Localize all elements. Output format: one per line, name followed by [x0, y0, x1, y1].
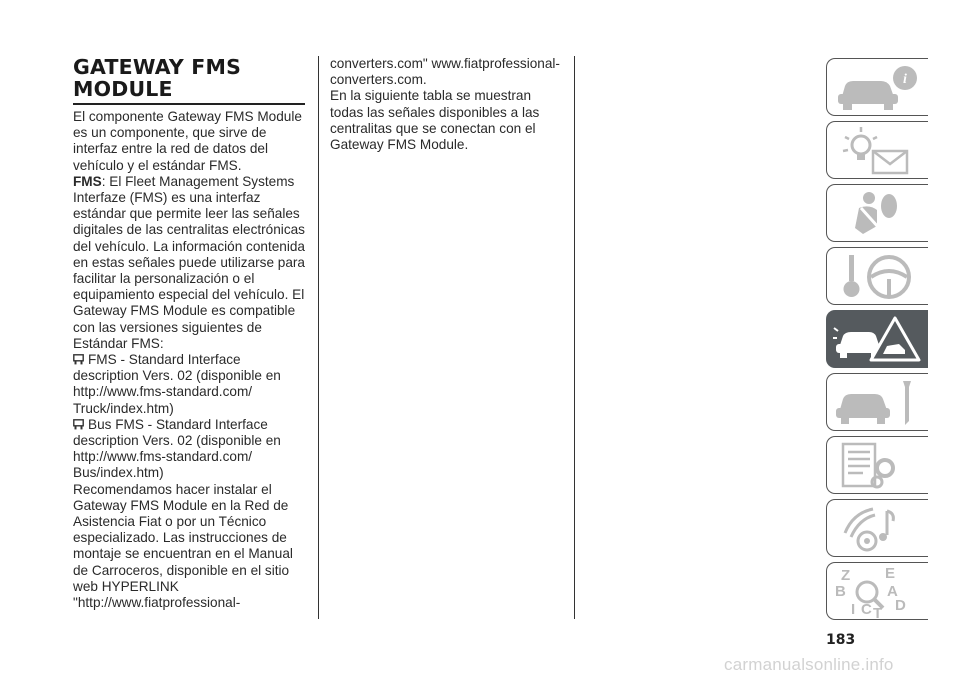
bullet-item [73, 352, 309, 417]
page-number: 183 [826, 632, 856, 648]
continued-paragraph: converters.com" www.fiatprofessional-converters.com. [330, 56, 560, 88]
index-letter: E [885, 566, 896, 582]
airbag-seatbelt-icon [833, 188, 923, 240]
car-info-icon [833, 62, 923, 114]
tab-airbag-seatbelt[interactable] [826, 184, 928, 242]
bullet-icon [73, 354, 84, 365]
bullet-icon [73, 419, 84, 430]
index-letter: D [895, 597, 906, 614]
index-letter: Z [841, 567, 851, 584]
svg-text:i: i [903, 72, 907, 87]
bullet-text: Bus FMS - Standard Interface description Vers. 02 (disponible en http://www.fms-standard.com/ Bus/index.htm) [73, 416, 281, 481]
index-letter: C [861, 601, 872, 618]
tab-maintenance[interactable] [826, 373, 928, 431]
right-column [330, 56, 566, 153]
warning-lights-message-icon [833, 125, 923, 177]
tab-car-info[interactable] [826, 58, 928, 116]
index-search-icon [833, 566, 923, 618]
index-letter: I [851, 601, 856, 618]
installation-paragraph: Recomendamos hacer instalar el Gateway FMS Module en la Red de Asistencia Fiat o por un Técnico especializado. Las instrucciones de montaje se encuentran en el Manual de Carroceros, disponible en el sitio web HYPERLINK "http://www.fiatprofessional- [73, 481, 293, 611]
tab-warning-lights[interactable] [826, 121, 928, 179]
index-letter: B [835, 583, 846, 600]
column-divider [574, 56, 575, 619]
bullet-item [73, 417, 309, 482]
column-divider [318, 56, 319, 619]
intro-paragraph: El componente Gateway FMS Module es un componente, que sirve de interfaz entre la red de datos del vehículo y el estándar FMS. [73, 109, 302, 173]
watermark: carmanualsonline.info [724, 655, 894, 674]
key-steering-wheel-icon [833, 251, 923, 303]
fms-definition [73, 174, 309, 352]
index-letter: T [873, 605, 883, 618]
title-underline [73, 103, 305, 105]
left-column [73, 56, 309, 611]
index-letter: A [887, 583, 898, 600]
section-title: GATEWAY FMS MODULE [73, 55, 242, 101]
technical-data-icon [833, 440, 923, 492]
multimedia-icon [833, 503, 923, 555]
car-accident-warning-icon [833, 314, 923, 366]
tab-multimedia[interactable] [826, 499, 928, 557]
signals-paragraph: En la siguiente tabla se muestran todas las señales disponibles a las centralitas que se conectan con el Gateway FMS Module. [330, 88, 540, 153]
car-maintenance-icon [833, 377, 923, 429]
tab-key-steering[interactable] [826, 247, 928, 305]
bullet-text: FMS - Standard Interface description Vers. 02 (disponible en http://www.fms-standard.com/ Truck/index.htm) [73, 352, 281, 416]
tab-technical-data[interactable] [826, 436, 928, 494]
fms-definition-text: : El Fleet Management Systems Interfaze (FMS) es una interfaz estándar que permite leer las señales digitales de las centralitas electrónicas del vehículo. La información contenida en estas señales puede utilizarse para facilitar la personalización o el equipamiento especial del vehículo. El Gateway FMS Module es compatible con las versiones siguientes de Estándar FMS: [73, 173, 305, 351]
fms-term: FMS [73, 173, 102, 189]
tab-index[interactable] [826, 562, 928, 620]
tab-emergency[interactable] [826, 310, 928, 368]
